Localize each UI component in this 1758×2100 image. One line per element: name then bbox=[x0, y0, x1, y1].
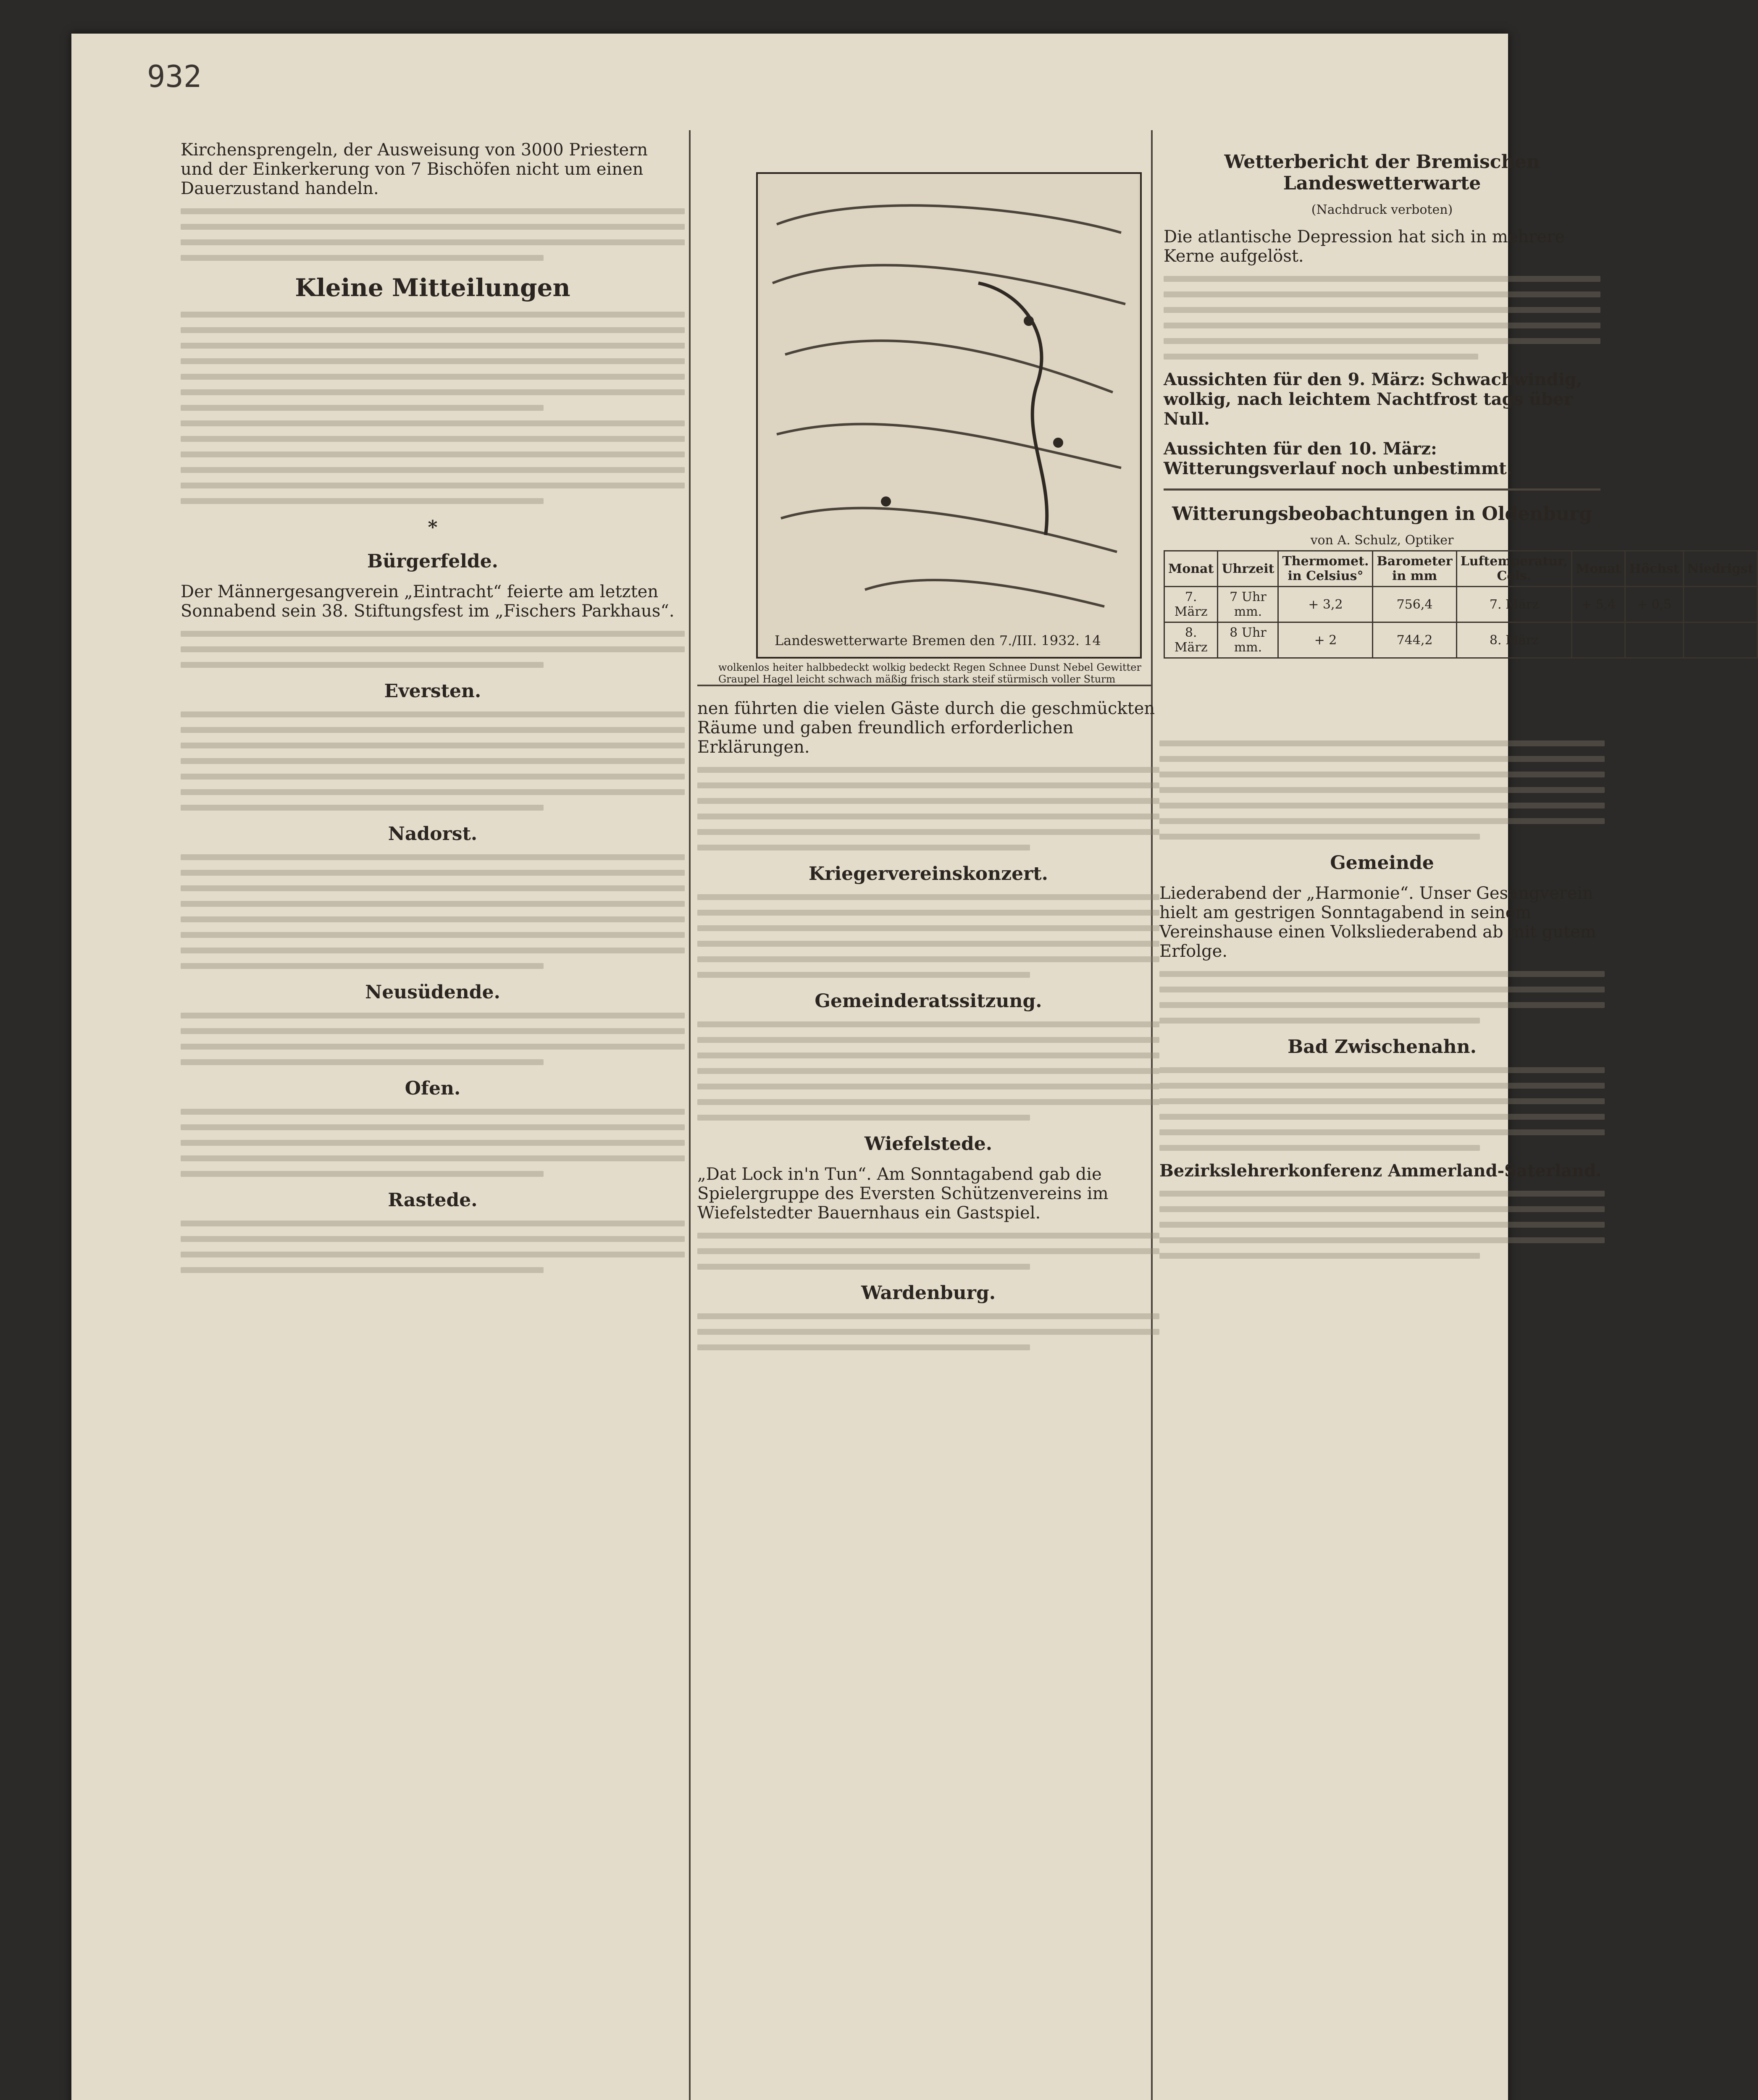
table-cell: 7. März bbox=[1456, 587, 1572, 622]
maennergesang-snippet: Der Männergesangverein „Eintracht“ feierte am letzten Sonnabend sein 38. Stiftungsfest im „Fischers Parkhaus“. bbox=[181, 582, 675, 621]
legend-item-3: wolkig bbox=[872, 662, 906, 673]
legend-item-2: halbbedeckt bbox=[806, 662, 869, 673]
kriegerverein-heading: Kriegervereinskonzert. bbox=[809, 863, 1048, 885]
legend-item-15: frisch bbox=[910, 673, 940, 685]
nadorst-heading: Nadorst. bbox=[388, 823, 478, 845]
legend-item-16: stark bbox=[943, 673, 969, 685]
weather-report bbox=[1164, 139, 1754, 659]
header-lufttemp: Luftemperatur, Cels. bbox=[1456, 551, 1572, 587]
header-high: Höchst bbox=[1625, 551, 1683, 587]
column-middle bbox=[697, 689, 1159, 2100]
gemeinde-heading: Gemeinde bbox=[1330, 852, 1434, 874]
legend-item-19: voller Sturm bbox=[1051, 673, 1116, 685]
forecast-1: Aussichten für den 9. März: Schwachwindig, wolkig, nach leichtem Nachtfrost tags über Null. bbox=[1164, 370, 1582, 429]
eversten-heading: Eversten. bbox=[384, 680, 481, 702]
legend-item-5: Regen bbox=[953, 662, 986, 673]
header-time: Uhrzeit bbox=[1218, 551, 1278, 587]
col2-intro: nen führten die vielen Gäste durch die geschmückten Räume und gaben freundlich erforderlichen Erklärungen. bbox=[697, 699, 1155, 757]
table-cell: 7 Uhr mm. bbox=[1218, 587, 1278, 622]
intro-snippet: Kirchensprengeln, der Ausweisung von 3000 Priestern und der Einkerkerung von 7 Bischöfen nicht um einen Dauerzustand handeln. bbox=[181, 140, 648, 198]
legend-item-6: Schnee bbox=[988, 662, 1026, 673]
map-caption: Landeswetterwarte Bremen den 7./III. 1932. 14 bbox=[775, 633, 1101, 648]
weather-intro: Die atlantische Depression hat sich in mehrere Kerne aufgelöst. bbox=[1164, 227, 1565, 266]
legend-item-7: Dunst bbox=[1029, 662, 1060, 673]
legend-item-14: mäßig bbox=[875, 673, 907, 685]
header-baro: Barometer in mm bbox=[1373, 551, 1456, 587]
header-month: Monat bbox=[1164, 551, 1218, 587]
table-cell: 744,2 bbox=[1373, 622, 1456, 658]
newspaper-page bbox=[71, 34, 1754, 2100]
observations-title: Witterungsbeobachtungen in Oldenburg bbox=[1172, 503, 1592, 525]
legend-item-18: stürmisch bbox=[997, 673, 1048, 685]
forecast-2: Aussichten für den 10. März: Witterungsverlauf noch unbestimmt. bbox=[1164, 439, 1513, 478]
weather-subtitle: (Nachdruck verboten) bbox=[1311, 202, 1453, 217]
column-right bbox=[1159, 731, 1605, 2100]
wardenburg-heading: Wardenburg. bbox=[861, 1282, 996, 1304]
buergerfelde-heading: Bürgerfelde. bbox=[367, 551, 499, 572]
observations-table bbox=[1164, 550, 1758, 659]
column-left bbox=[181, 130, 685, 2100]
legend-item-17: steif bbox=[972, 673, 995, 685]
table-cell: 8 Uhr mm. bbox=[1218, 622, 1278, 658]
page-number: 932 bbox=[147, 59, 202, 94]
table-cell: + 2 bbox=[1278, 622, 1373, 658]
col3-harmonie: Liederabend der „Harmonie“. Unser Gesangverein hielt am gestrigen Sonntagabend in seinem Vereinshause einen Volksliederabend ab mit gutem Erfolge. bbox=[1159, 884, 1596, 961]
header-month2: Monat bbox=[1572, 551, 1625, 587]
zwischenahn-heading: Bad Zwischenahn. bbox=[1288, 1036, 1477, 1058]
table-cell bbox=[1625, 622, 1683, 658]
table-cell: 7. März bbox=[1164, 587, 1218, 622]
legend-item-11: Hagel bbox=[762, 673, 793, 685]
kleine-mitteilungen-heading: Kleine Mitteilungen bbox=[295, 273, 570, 302]
table-cell bbox=[1683, 622, 1758, 658]
observations-by: von A. Schulz, Optiker bbox=[1310, 533, 1454, 548]
table-cell: + 3,2 bbox=[1278, 587, 1373, 622]
col3-end: Bezirkslehrerkonferenz Ammerland-Saterland. bbox=[1159, 1161, 1602, 1181]
legend-item-4: bedeckt bbox=[909, 662, 950, 673]
legend-item-9: Gewitter bbox=[1096, 662, 1141, 673]
table-cell: + 5,4 bbox=[1572, 587, 1625, 622]
weather-map-drawing bbox=[758, 174, 1140, 657]
col2-laien: „Dat Lock in'n Tun“. Am Sonntagabend gab die Spielergruppe des Eversten Schützenvereins im Wiefelstedter Bauernhaus ein Gastspiel. bbox=[697, 1165, 1109, 1223]
table-cell: 756,4 bbox=[1373, 587, 1456, 622]
header-thermo: Thermomet. in Celsius° bbox=[1278, 551, 1373, 587]
legend-item-12: leicht bbox=[796, 673, 825, 685]
weather-title: Wetterbericht der Bremischen Landeswetterwarte bbox=[1224, 151, 1540, 194]
legend-item-10: Graupel bbox=[718, 673, 759, 685]
header-low: Niedrigst bbox=[1683, 551, 1758, 587]
rastede-heading: Rastede. bbox=[388, 1189, 478, 1211]
neusuedende-heading: Neusüdende. bbox=[365, 982, 500, 1003]
table-cell bbox=[1572, 622, 1625, 658]
legend-item-8: Nebel bbox=[1063, 662, 1093, 673]
table-cell: 8. März bbox=[1456, 622, 1572, 658]
ofen-heading: Ofen. bbox=[405, 1078, 461, 1099]
legend-item-13: schwach bbox=[828, 673, 872, 685]
legend-item-0: wolkenlos bbox=[718, 662, 770, 673]
gemeinderat-heading: Gemeinderatssitzung. bbox=[815, 990, 1042, 1012]
table-cell bbox=[1683, 587, 1758, 622]
star-divider: * bbox=[428, 517, 438, 538]
weather-map bbox=[756, 172, 1142, 659]
legend-item-1: heiter bbox=[772, 662, 803, 673]
wiefelstede-heading: Wiefelstede. bbox=[864, 1133, 993, 1155]
table-cell: + 0,5 bbox=[1625, 587, 1683, 622]
table-cell: 8. März bbox=[1164, 622, 1218, 658]
